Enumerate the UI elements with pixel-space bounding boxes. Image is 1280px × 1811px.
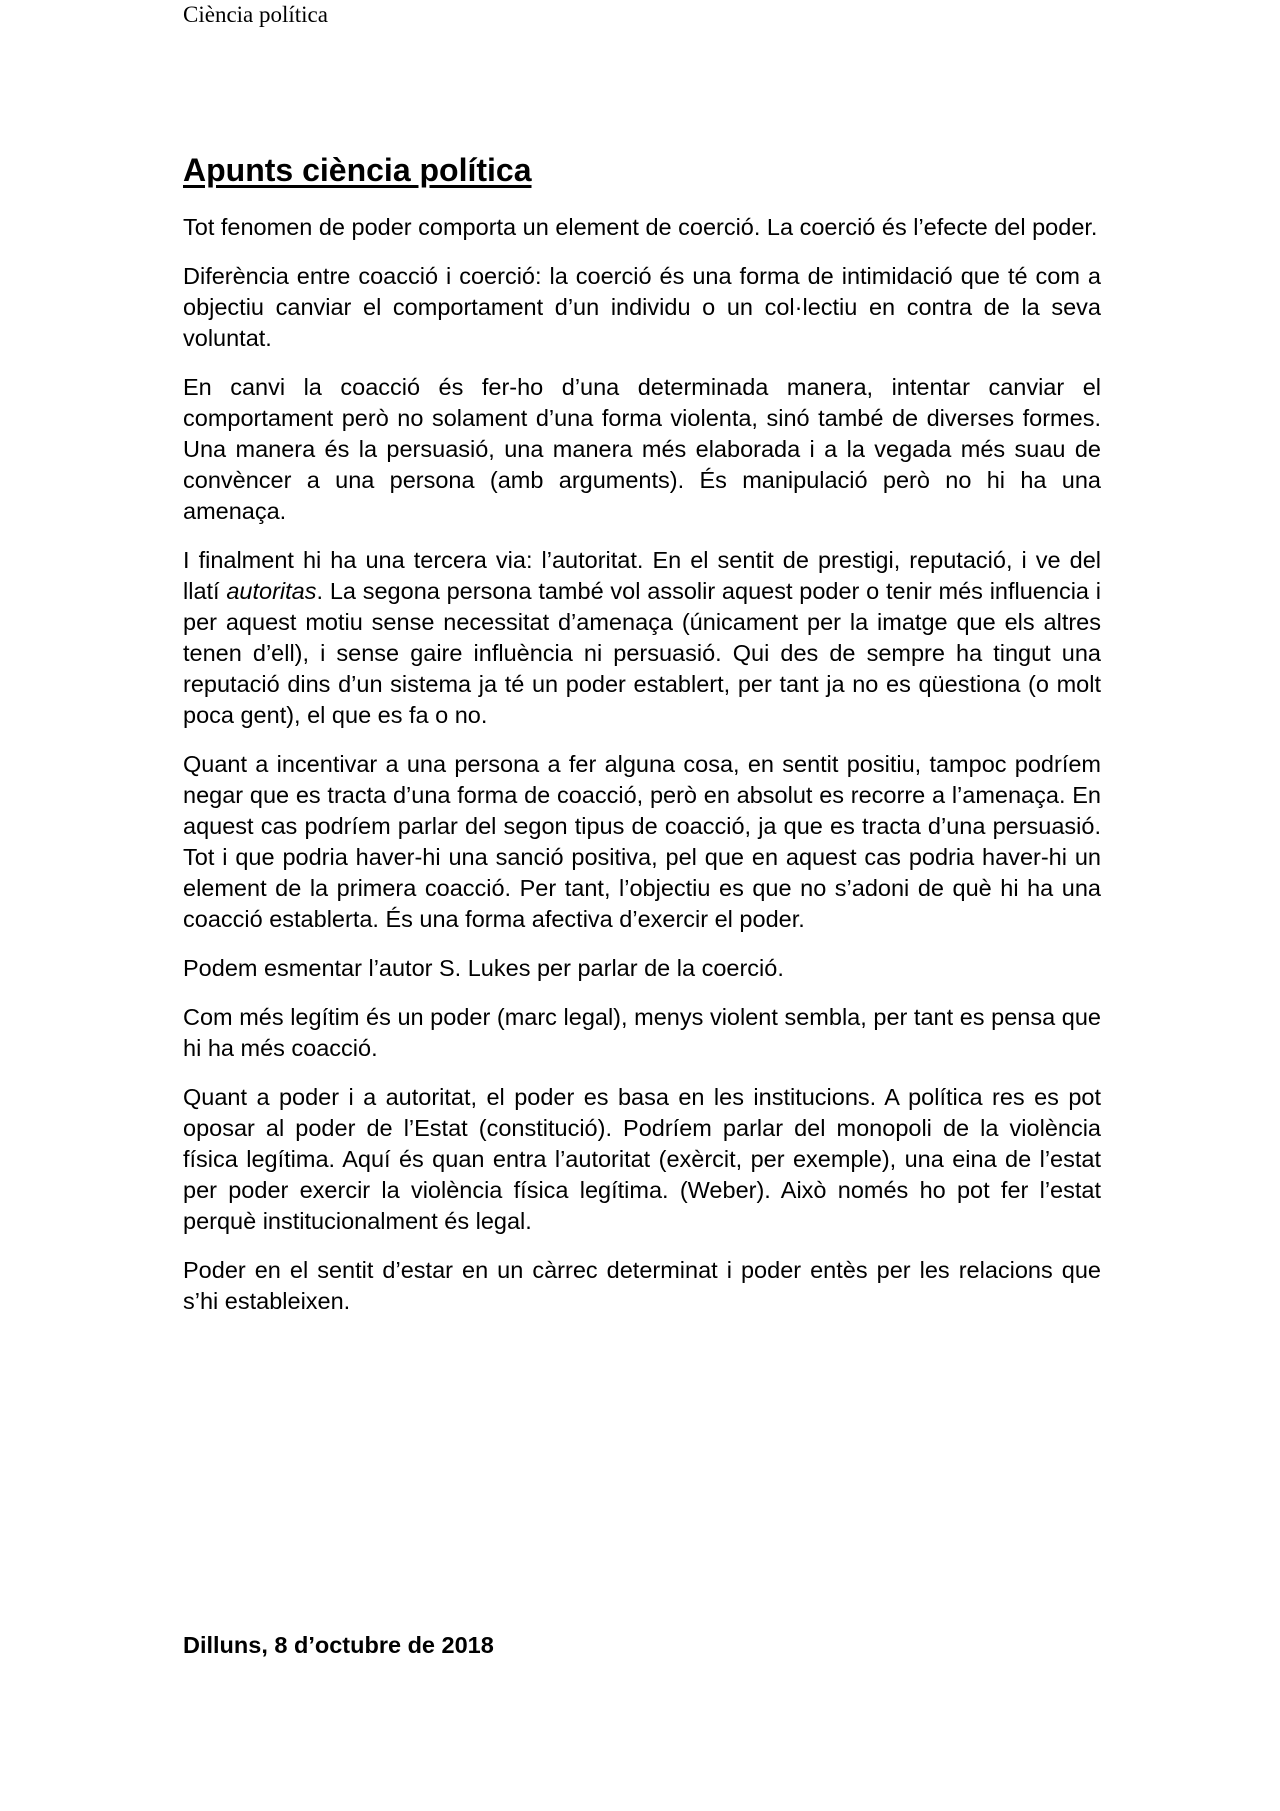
latin-term: autoritas bbox=[226, 578, 317, 604]
paragraph bbox=[183, 545, 1101, 731]
paragraph: Tot fenomen de poder comporta un element de coerció. La coerció és l’efecte del poder. bbox=[183, 214, 1098, 240]
paragraph: Diferència entre coacció i coerció: la coerció és una forma de intimidació que té com a objectiu canviar el comportament d’un individu o un col·lectiu en contra de la seva voluntat. bbox=[183, 263, 1101, 351]
paragraph: Podem esmentar l’autor S. Lukes per parlar de la coerció. bbox=[183, 955, 784, 981]
paragraph-text: I finalment hi ha una tercera via: l’autoritat. En el sentit de prestigi, reputació, i ve del llatí bbox=[183, 547, 1101, 604]
date-heading: Dilluns, 8 d’octubre de 2018 bbox=[183, 1632, 494, 1658]
paragraph: Poder en el sentit d’estar en un càrrec determinat i poder entès per les relacions que s’hi estableixen. bbox=[183, 1257, 1101, 1314]
document-title: Apunts ciència política bbox=[183, 152, 532, 188]
paragraph: Quant a incentivar a una persona a fer alguna cosa, en sentit positiu, tampoc podríem negar que es tracta d’una forma de coacció, però en absolut es recorre a l’amenaça. En aquest cas podríem parlar del segon tipus de coacció, ja que es tracta d’una persuasió. Tot i que podria haver-hi una sanció positiva, pel que en aquest cas podria haver-hi un element de la primera coacció. Per tant, l’objectiu es que no s’adoni de què hi ha una coacció establerta. És una forma afectiva d’exercir el poder. bbox=[183, 751, 1101, 932]
document-body bbox=[183, 150, 1101, 1335]
paragraph: Com més legítim és un poder (marc legal), menys violent sembla, per tant es pensa que hi ha més coacció. bbox=[183, 1004, 1101, 1061]
paragraph: Quant a poder i a autoritat, el poder es basa en les institucions. A política res es pot oposar al poder de l’Estat (constitució). Podríem parlar del monopoli de la violència física legítima. Aquí és quan entra l’autoritat (exèrcit, per exemple), una eina de l’estat per poder exercir la violència física legítima. (Weber). Això només ho pot fer l’estat perquè institucionalment és legal. bbox=[183, 1084, 1101, 1234]
paragraph: En canvi la coacció és fer-ho d’una determinada manera, intentar canviar el comportament però no solament d’una forma violenta, sinó també de diverses formes. Una manera és la persuasió, una manera més elaborada i a la vegada més suau de convèncer a una persona (amb arguments). És manipulació però no hi ha una amenaça. bbox=[183, 374, 1101, 524]
paragraph-text: . La segona persona també vol assolir aquest poder o tenir més influencia i per aquest motiu sense necessitat d’amenaça (únicament per la imatge que els altres tenen d’ell), i sense gaire influència ni persuasió. Qui des de sempre ha tingut una reputació dins d’un sistema ja té un poder establert, per tant ja no es qüestiona (o molt poca gent), el que es fa o no. bbox=[183, 578, 1101, 728]
running-header: Ciència política bbox=[183, 2, 328, 27]
